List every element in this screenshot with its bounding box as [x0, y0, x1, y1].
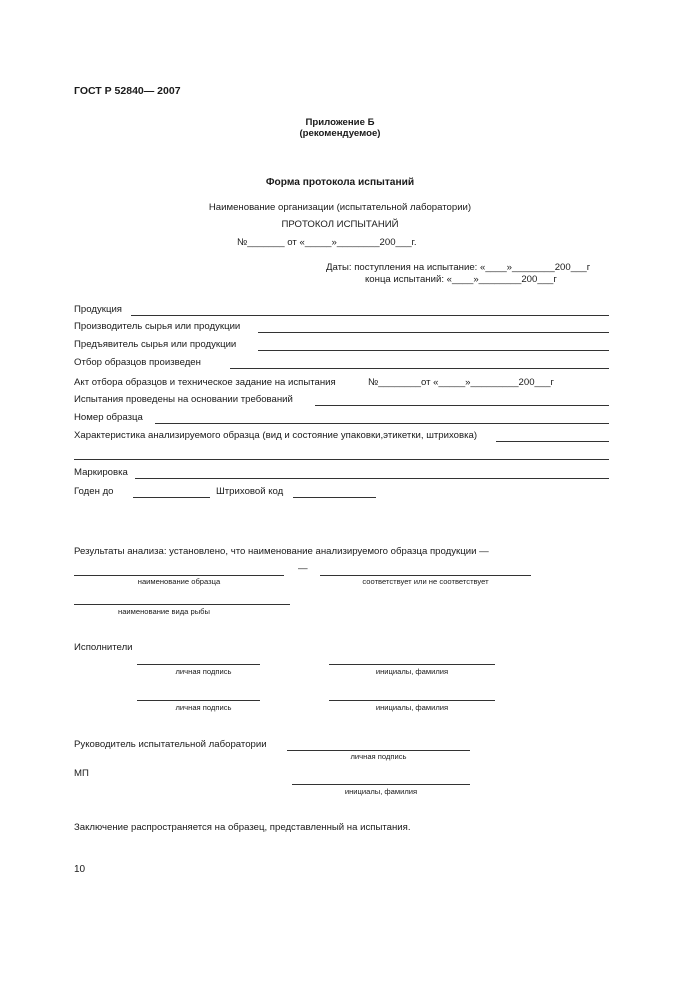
basis-field[interactable]: [315, 405, 609, 406]
sampling-field[interactable]: [230, 368, 609, 369]
executor2-name-caption: инициалы, фамилия: [375, 703, 449, 712]
sample-name-field[interactable]: [74, 575, 284, 576]
producer-field[interactable]: [258, 332, 609, 333]
best-before-label: Годен до: [74, 486, 114, 497]
basis-label: Испытания проведены на основании требований: [74, 394, 293, 405]
executor1-signature-caption: личная подпись: [175, 667, 232, 676]
conformity-field[interactable]: [320, 575, 531, 576]
act-label: Акт отбора образцов и техническое задание на испытания: [74, 377, 336, 388]
product-field[interactable]: [131, 315, 609, 316]
sample-name-caption: наименование образца: [137, 577, 221, 586]
sampling-label: Отбор образцов произведен: [74, 357, 201, 368]
act-number-line: №________от «_____»_________200___г: [368, 377, 555, 388]
producer-label: Производитель сырья или продукции: [74, 321, 241, 332]
stamp-label: МП: [74, 768, 89, 779]
executor2-signature-field[interactable]: [137, 700, 260, 701]
conclusion-text: Заключение распространяется на образец, представленный на испытания.: [74, 822, 411, 833]
characteristic-label: Характеристика анализируемого образца (вид и состояние упаковки,этикетки, штриховка): [74, 430, 478, 441]
organization-label: Наименование организации (испытательной лаборатории): [208, 202, 472, 213]
presenter-label: Предъявитель сырья или продукции: [74, 339, 237, 350]
barcode-label: Штриховой код: [216, 486, 284, 497]
dates-receipt-line: Даты: поступления на испытание: «____»________200___г: [326, 262, 591, 273]
marking-field[interactable]: [135, 478, 609, 479]
lab-head-name-field[interactable]: [292, 784, 470, 785]
appendix-title: Приложение Б: [305, 117, 375, 128]
results-text: Результаты анализа: установлено, что наименование анализируемого образца продукции —: [74, 546, 489, 557]
conformity-caption: соответствует или не соответствует: [362, 577, 489, 586]
dates-end-line: конца испытаний: «____»________200___г: [365, 274, 557, 285]
executor2-signature-caption: личная подпись: [175, 703, 232, 712]
lab-head-signature-field[interactable]: [287, 750, 470, 751]
sample-number-field[interactable]: [155, 423, 609, 424]
executor1-name-caption: инициалы, фамилия: [375, 667, 449, 676]
marking-label: Маркировка: [74, 467, 128, 478]
sample-number-label: Номер образца: [74, 412, 143, 423]
lab-head-name-caption: инициалы, фамилия: [344, 787, 418, 796]
lab-head-label: Руководитель испытательной лаборатории: [74, 739, 267, 750]
appendix-subtitle: (рекомендуемое): [299, 128, 381, 139]
executor1-signature-field[interactable]: [137, 664, 260, 665]
fish-species-caption: наименование вида рыбы: [118, 607, 210, 616]
best-before-field[interactable]: [133, 497, 210, 498]
document-id: ГОСТ Р 52840— 2007: [74, 85, 181, 97]
lab-head-signature-caption: личная подпись: [350, 752, 407, 761]
fish-species-field[interactable]: [74, 604, 290, 605]
results-dash: —: [298, 563, 308, 574]
page-number: 10: [74, 864, 86, 875]
characteristic-field-continued[interactable]: [74, 459, 609, 460]
executor1-name-field[interactable]: [329, 664, 495, 665]
protocol-number-line: №_______ от «_____»________200___г.: [237, 237, 417, 248]
executors-label: Исполнители: [74, 642, 133, 653]
form-title: Форма протокола испытаний: [265, 177, 415, 188]
characteristic-field[interactable]: [496, 441, 609, 442]
presenter-field[interactable]: [258, 350, 609, 351]
executor2-name-field[interactable]: [329, 700, 495, 701]
barcode-field[interactable]: [293, 497, 376, 498]
product-label: Продукция: [74, 304, 122, 315]
protocol-title: ПРОТОКОЛ ИСПЫТАНИЙ: [281, 219, 399, 230]
